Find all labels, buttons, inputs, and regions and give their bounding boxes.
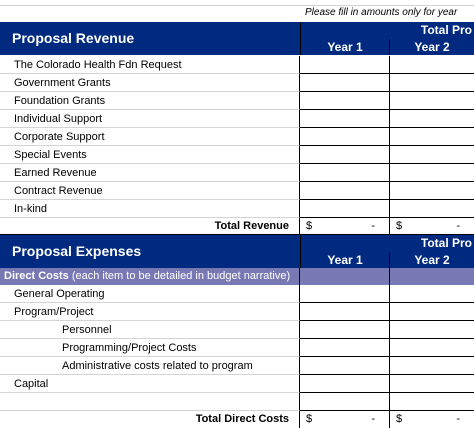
year2-input[interactable] — [390, 128, 474, 146]
year2-input[interactable] — [390, 357, 474, 375]
year2-input[interactable] — [390, 375, 474, 393]
expense-label — [0, 393, 300, 411]
direct-costs-title: Direct Costs — [4, 270, 69, 282]
expense-label: Capital — [0, 375, 300, 393]
year1-input[interactable] — [300, 110, 390, 128]
currency-symbol: $ — [396, 220, 403, 232]
year2-input[interactable] — [390, 200, 474, 218]
revenue-header — [0, 22, 474, 55]
expense-row-programming-costs — [0, 339, 474, 357]
revenue-title: Proposal Revenue — [0, 22, 300, 55]
revenue-label: Government Grants — [0, 74, 300, 92]
total-revenue-year2[interactable] — [390, 218, 474, 235]
total-direct-costs-year1[interactable] — [300, 411, 390, 428]
expense-label: Personnel — [0, 321, 300, 339]
revenue-label: In-kind — [0, 200, 300, 218]
total-direct-costs-year2-value: - — [456, 413, 460, 425]
year2-input[interactable] — [390, 110, 474, 128]
revenue-row — [0, 146, 474, 164]
total-direct-costs-label: Total Direct Costs — [0, 411, 300, 428]
revenue-label: Special Events — [0, 146, 300, 164]
direct-costs-row — [0, 268, 474, 285]
revenue-label: Foundation Grants — [0, 92, 300, 110]
revenue-row — [0, 128, 474, 146]
revenue-total-header: Total Pro — [300, 22, 474, 39]
revenue-year1-header: Year 1 — [300, 39, 390, 55]
revenue-label: Contract Revenue — [0, 182, 300, 200]
year1-input[interactable] — [300, 375, 390, 393]
expense-label: Administrative costs related to program — [0, 357, 300, 375]
year2-input[interactable] — [390, 146, 474, 164]
total-revenue-row — [0, 218, 474, 235]
year1-input[interactable] — [300, 339, 390, 357]
direct-costs-year2 — [390, 268, 474, 285]
expenses-header — [0, 235, 474, 268]
expense-row-general-operating — [0, 285, 474, 303]
expense-row-blank — [0, 393, 474, 411]
expenses-total-header: Total Pro — [300, 235, 474, 252]
revenue-label: Corporate Support — [0, 128, 300, 146]
revenue-label: The Colorado Health Fdn Request — [0, 56, 300, 74]
total-revenue-year1[interactable] — [300, 218, 390, 235]
year2-input[interactable] — [390, 182, 474, 200]
direct-costs-note: (each item to be detailed in budget narrative) — [71, 270, 291, 282]
expenses-year1-header: Year 1 — [300, 252, 390, 268]
year1-input[interactable] — [300, 321, 390, 339]
expense-row-capital — [0, 375, 474, 393]
year2-input[interactable] — [390, 339, 474, 357]
total-revenue-year1-value: - — [371, 220, 375, 232]
revenue-row — [0, 110, 474, 128]
year2-input[interactable] — [390, 303, 474, 321]
year1-input[interactable] — [300, 182, 390, 200]
total-direct-costs-year1-value: - — [371, 413, 375, 425]
expense-row-program-project — [0, 303, 474, 321]
revenue-row — [0, 164, 474, 182]
currency-symbol: $ — [306, 413, 313, 425]
revenue-row — [0, 182, 474, 200]
expense-label: Program/Project — [0, 303, 300, 321]
year1-input[interactable] — [300, 285, 390, 303]
revenue-row — [0, 92, 474, 110]
year2-input[interactable] — [390, 285, 474, 303]
year2-input[interactable] — [390, 164, 474, 182]
revenue-label: Individual Support — [0, 110, 300, 128]
revenue-label: Earned Revenue — [0, 164, 300, 182]
total-revenue-year2-value: - — [456, 220, 460, 232]
year1-input[interactable] — [300, 56, 390, 74]
fill-in-note: Please fill in amounts only for year — [305, 7, 458, 18]
expense-label: Programming/Project Costs — [0, 339, 300, 357]
expense-label: General Operating — [0, 285, 300, 303]
direct-costs-label — [0, 268, 300, 285]
revenue-row — [0, 56, 474, 74]
year1-input[interactable] — [300, 146, 390, 164]
expense-row-admin-costs — [0, 357, 474, 375]
direct-costs-year1 — [300, 268, 390, 285]
total-direct-costs-row — [0, 411, 474, 428]
total-revenue-label: Total Revenue — [0, 218, 300, 235]
revenue-row — [0, 200, 474, 218]
year1-input[interactable] — [300, 74, 390, 92]
year1-input[interactable] — [300, 357, 390, 375]
revenue-row — [0, 74, 474, 92]
year1-input[interactable] — [300, 128, 390, 146]
year1-input[interactable] — [300, 393, 390, 411]
currency-symbol: $ — [396, 413, 403, 425]
top-gridline — [0, 5, 474, 6]
year2-input[interactable] — [390, 92, 474, 110]
year1-input[interactable] — [300, 200, 390, 218]
year2-input[interactable] — [390, 56, 474, 74]
total-direct-costs-year2[interactable] — [390, 411, 474, 428]
year1-input[interactable] — [300, 303, 390, 321]
year1-input[interactable] — [300, 92, 390, 110]
expenses-title: Proposal Expenses — [0, 235, 300, 268]
year2-input[interactable] — [390, 321, 474, 339]
year2-input[interactable] — [390, 74, 474, 92]
year2-input[interactable] — [390, 393, 474, 411]
expense-row-personnel — [0, 321, 474, 339]
revenue-year2-header: Year 2 — [390, 39, 474, 55]
expenses-year2-header: Year 2 — [390, 252, 474, 268]
year1-input[interactable] — [300, 164, 390, 182]
currency-symbol: $ — [306, 220, 313, 232]
